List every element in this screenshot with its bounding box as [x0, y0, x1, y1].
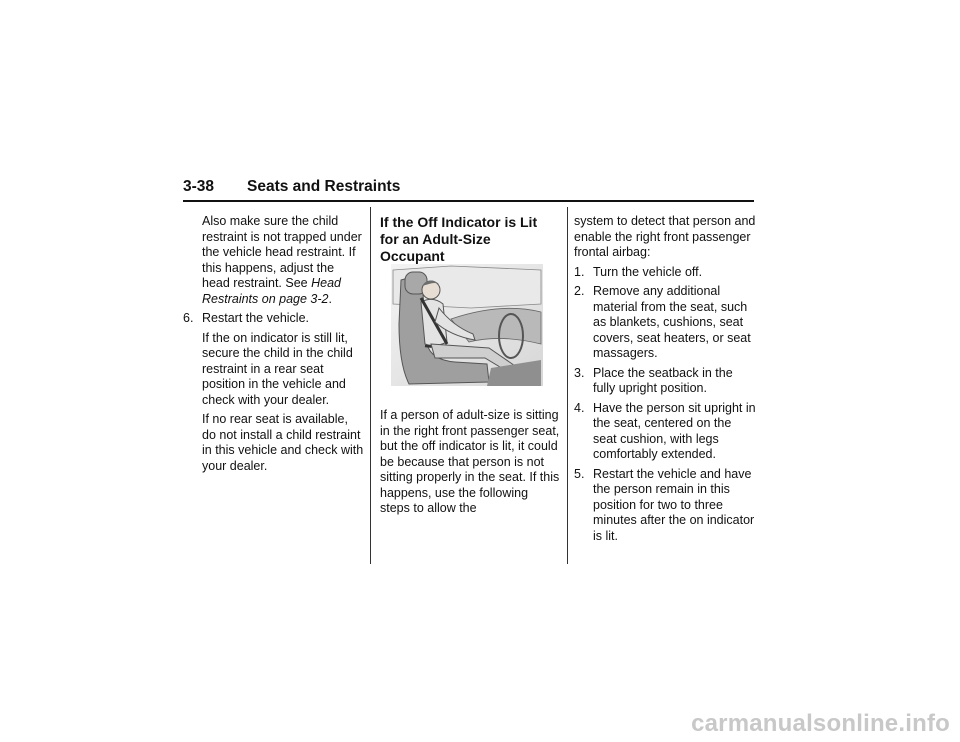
- column-2: [380, 214, 558, 265]
- adult-occupant-paragraph: If a person of adult-size is sitting in the right front passenger seat, but the off indicator is lit, it could be because that person is not sitting properly in the seat. If this happens, use the following steps to allow the: [380, 408, 560, 515]
- page-header: [183, 176, 754, 202]
- list-item-number: 6.: [183, 311, 194, 325]
- section-heading: If the Off Indicator is Lit for an Adult-Size Occupant: [380, 214, 538, 264]
- section-title: Seats and Restraints: [247, 178, 401, 195]
- steps-intro: system to detect that person and enable the right front passenger frontal airbag:: [574, 214, 756, 259]
- step-item: 4. Have the person sit upright in the seat, centered on the seat cushion, with legs comfortably extended.: [574, 400, 756, 461]
- step-item: 2. Remove any additional material from the seat, such as blankets, cushions, seat covers, seat heaters, or seat massagers.: [574, 284, 751, 360]
- no-rear-seat-paragraph: If no rear seat is available, do not install a child restraint in this vehicle and check with your dealer.: [202, 412, 364, 473]
- watermark: carmanualsonline.info: [691, 710, 950, 737]
- step-item: 1. Turn the vehicle off.: [574, 264, 703, 279]
- adult-passenger-seated-illustration-icon: [391, 264, 543, 386]
- column-divider-2: [567, 207, 568, 564]
- column-3: [574, 214, 756, 544]
- step-item: 5. Restart the vehicle and have the person remain in this position for two to three minutes after the on indicator is lit.: [574, 466, 755, 543]
- list-item-text: Restart the vehicle.: [202, 311, 309, 325]
- column-1: [183, 214, 365, 474]
- child-restraint-paragraph: Also make sure the child restraint is not trapped under the vehicle head restraint. If this happens, adjust the head restraint. See Head Restraints on page 3-2.: [202, 214, 362, 306]
- head-restraints-reference[interactable]: Head Restraints on page 3-2: [202, 276, 341, 306]
- column-divider-1: [370, 207, 371, 564]
- page-number: 3-38: [183, 178, 215, 195]
- on-indicator-paragraph: If the on indicator is still lit, secure the child in the child restraint in a rear seat position in the vehicle and check with your dealer.: [202, 330, 353, 407]
- list-item-6: [183, 311, 365, 327]
- step-item: 3. Place the seatback in the fully upright position.: [574, 365, 733, 395]
